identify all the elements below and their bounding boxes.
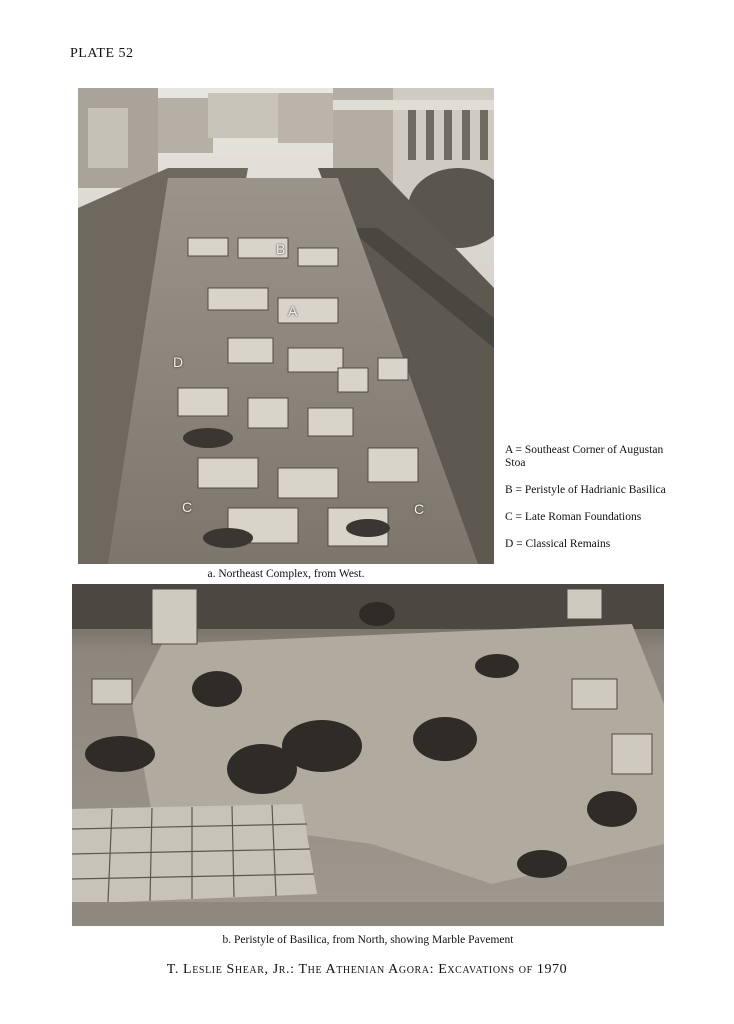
photo-label-c-left: C [182,499,193,515]
caption-photo-a: a. Northeast Complex, from West. [207,568,365,580]
legend-entry-c: C = Late Roman Foundations [505,511,642,523]
page-footer: T. Leslie Shear, Jr.: The Athenian Agora: Excavations of 1970 [166,962,568,977]
photo-label-c-right: C [414,501,425,517]
photo-northeast-complex [78,88,494,564]
legend-entry-a: A = Southeast Corner of Augustan Stoa [505,444,664,469]
legend-entry-b: B = Peristyle of Hadrianic Basilica [505,484,666,496]
photo-label-d: D [173,354,184,370]
photo-label-a: A [288,303,298,319]
photo-peristyle-basilica [72,584,664,926]
photo-label-b: B [276,241,286,257]
excavation-photo-a [78,88,494,564]
excavation-photo-b [72,584,664,926]
legend-entry-d: D = Classical Remains [505,538,611,550]
caption-photo-b: b. Peristyle of Basilica, from North, showing Marble Pavement [222,934,514,946]
photo-legend [505,444,675,565]
plate-number: PLATE 52 [70,46,134,61]
